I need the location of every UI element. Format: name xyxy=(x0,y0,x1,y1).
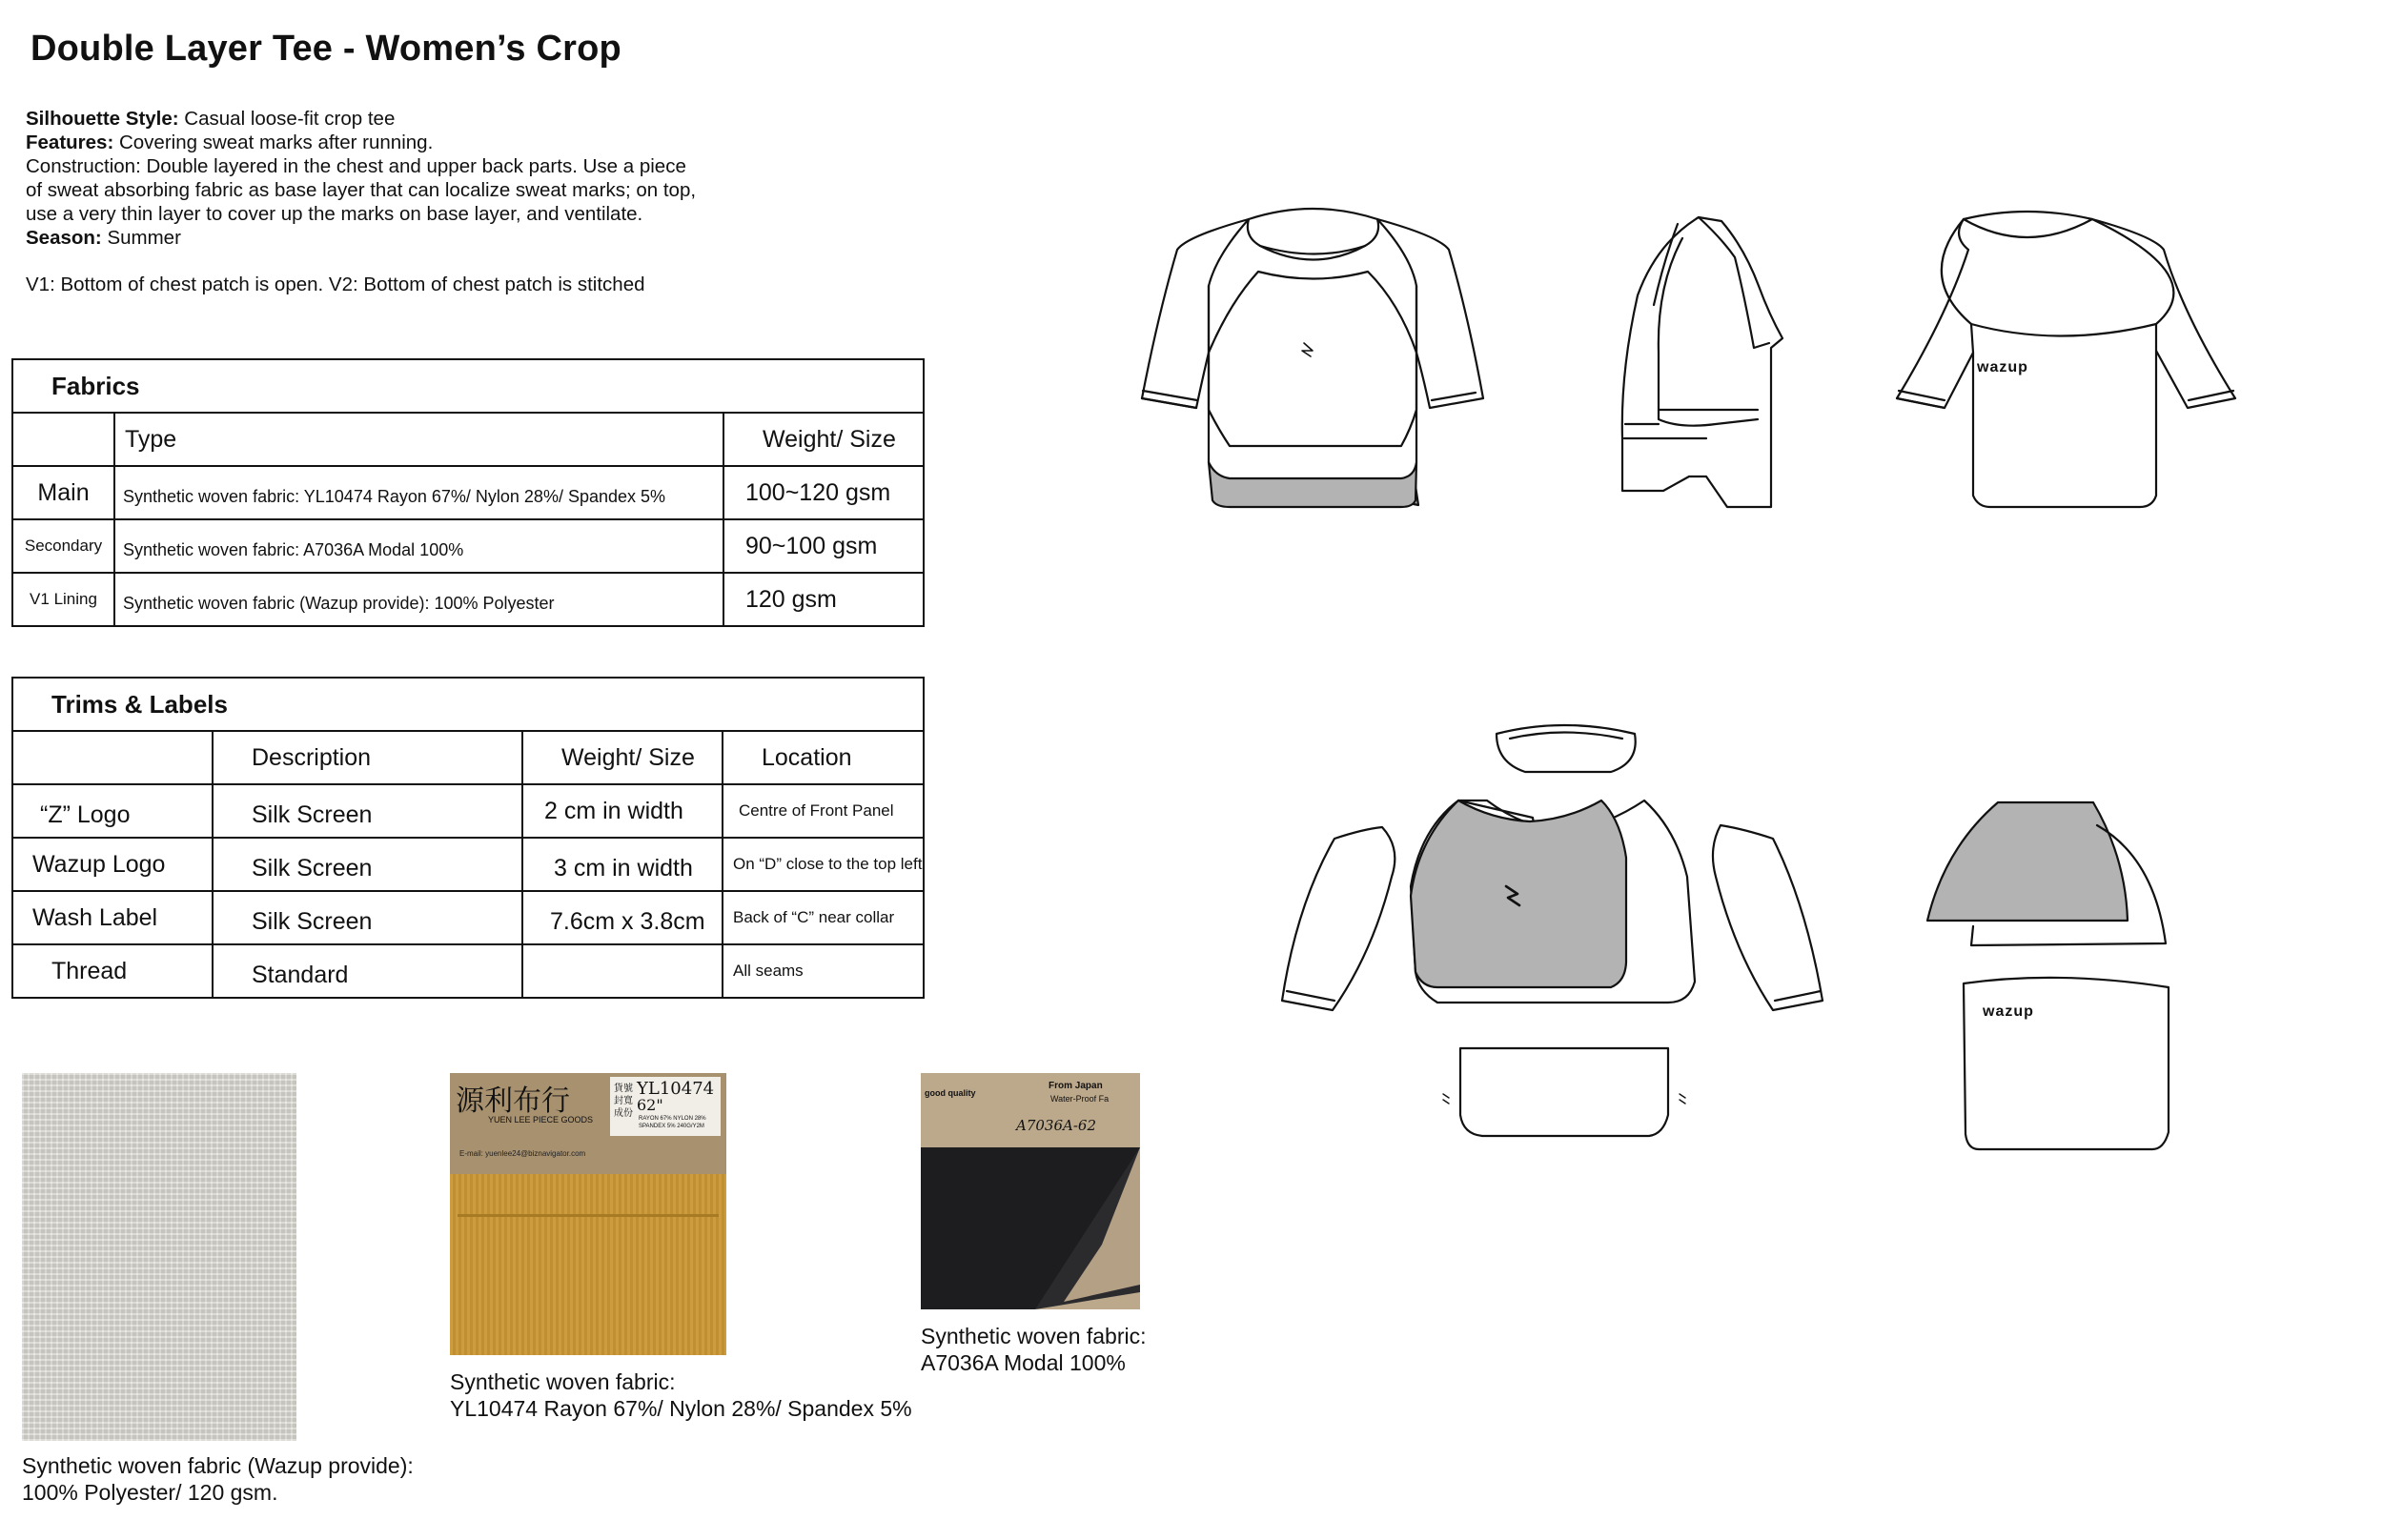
fabric-row-type: Synthetic woven fabric (Wazup provide): 100% Polyester xyxy=(114,573,723,626)
caption-line: 100% Polyester/ 120 gsm. xyxy=(22,1480,278,1505)
caption-line: Synthetic woven fabric (Wazup provide): xyxy=(22,1453,414,1478)
trim-row-location: On “D” close to the top left xyxy=(723,838,924,891)
table-row xyxy=(12,944,924,998)
spec-description xyxy=(26,107,731,296)
card-composition xyxy=(639,1115,706,1130)
fabric-row-type: Synthetic woven fabric: YL10474 Rayon 67%/ Nylon 28%/ Spandex 5% xyxy=(114,466,723,519)
trim-row-location: Back of “C” near collar xyxy=(723,891,924,944)
card-field: 貨號 xyxy=(614,1084,633,1094)
card-field: 成份 xyxy=(614,1108,633,1119)
table-row xyxy=(12,573,924,626)
card-company: YUEN LEE PIECE GOODS xyxy=(488,1115,594,1125)
card-field: 封寬 xyxy=(614,1096,633,1106)
table-row xyxy=(12,891,924,944)
card-brand: 源利布行 xyxy=(456,1084,570,1118)
card-email: E-mail: yuenlee24@biznavigator.com xyxy=(459,1149,586,1158)
trim-row-label: Wash Label xyxy=(12,891,213,944)
fabric-row-label: V1 Lining xyxy=(12,573,114,626)
silhouette-line xyxy=(26,107,731,131)
fabric-fold xyxy=(458,1214,719,1217)
version-notes: V1: Bottom of chest patch is open. V2: Bottom of chest patch is stitched xyxy=(26,274,645,295)
trims-heading: Trims & Labels xyxy=(12,678,924,731)
fabric-row-weight: 100~120 gsm xyxy=(723,466,924,519)
caption-line: YL10474 Rayon 67%/ Nylon 28%/ Spandex 5% xyxy=(450,1396,912,1421)
trim-row-description: Standard xyxy=(213,944,522,998)
season-value: Summer xyxy=(101,227,181,249)
season-line xyxy=(26,226,731,250)
trim-row-weight: 7.6cm x 3.8cm xyxy=(522,891,723,944)
trim-row-description: Silk Screen xyxy=(213,838,522,891)
trim-row-description: Silk Screen xyxy=(213,891,522,944)
trim-row-label: Wazup Logo xyxy=(12,838,213,891)
silhouette-value: Casual loose-fit crop tee xyxy=(178,108,396,130)
fabric-row-label: Secondary xyxy=(12,519,114,573)
fabric-row-label: Main xyxy=(12,466,114,519)
construction-line-3: use a very thin layer to cover up the marks on base layer, and ventilate. xyxy=(26,203,643,225)
card-comp-line: SPANDEX 5% 240G/Y2M xyxy=(639,1124,704,1129)
back-piece-brand-mark: wazup xyxy=(1983,1003,2034,1020)
exploded-pattern-pieces xyxy=(1282,725,2169,1149)
trim-row-label: “Z” Logo xyxy=(12,784,213,838)
features-line xyxy=(26,131,731,154)
trims-col-location: Location xyxy=(723,731,924,784)
trims-header-blank xyxy=(12,731,213,784)
trims-table xyxy=(11,677,925,999)
yl10474-swatch-card xyxy=(450,1073,726,1355)
silhouette-label: Silhouette Style: xyxy=(26,108,179,130)
fabric-row-weight: 120 gsm xyxy=(723,573,924,626)
polyester-swatch-caption xyxy=(22,1452,414,1506)
fabric-row-weight: 90~100 gsm xyxy=(723,519,924,573)
features-value: Covering sweat marks after running. xyxy=(113,132,434,153)
card-quality: good quality xyxy=(925,1088,976,1098)
features-label: Features: xyxy=(26,132,114,153)
season-label: Season: xyxy=(26,227,102,249)
card-code: A7036A-62 xyxy=(1016,1117,1096,1134)
back-view-sketch xyxy=(1897,212,2235,507)
yl10474-swatch-caption xyxy=(450,1368,912,1422)
fabrics-header-blank xyxy=(12,413,114,466)
fabrics-col-weight: Weight/ Size xyxy=(723,413,924,466)
card-width: 62" xyxy=(637,1096,663,1114)
trim-row-description: Silk Screen xyxy=(213,784,522,838)
fabrics-heading: Fabrics xyxy=(12,359,924,413)
table-row xyxy=(12,519,924,573)
a7036a-swatch-caption xyxy=(921,1323,1147,1376)
trim-row-weight: 3 cm in width xyxy=(522,838,723,891)
trims-col-weight: Weight/ Size xyxy=(522,731,723,784)
fabrics-col-type: Type xyxy=(114,413,723,466)
caption-line: Synthetic woven fabric: xyxy=(921,1324,1147,1348)
table-row xyxy=(12,784,924,838)
card-type: Water-Proof Fa xyxy=(1050,1094,1110,1104)
fabric-row-type: Synthetic woven fabric: A7036A Modal 100% xyxy=(114,519,723,573)
trim-row-location: All seams xyxy=(723,944,924,998)
garment-flat-sketches xyxy=(1125,191,2269,1182)
construction-line-2: of sweat absorbing fabric as base layer that can localize sweat marks; on top, xyxy=(26,179,697,201)
mustard-fabric xyxy=(450,1174,726,1355)
trim-row-weight xyxy=(522,944,723,998)
card-code: YL10474 xyxy=(637,1079,715,1099)
right-sleeve-piece xyxy=(1713,825,1823,1010)
fabrics-table xyxy=(11,358,925,627)
card-fields xyxy=(614,1083,633,1120)
card-label xyxy=(610,1077,721,1136)
caption-line: Synthetic woven fabric: xyxy=(450,1369,676,1394)
caption-line: A7036A Modal 100% xyxy=(921,1350,1126,1375)
front-view-sketch xyxy=(1142,209,1483,507)
polyester-swatch-image xyxy=(22,1073,296,1441)
trim-row-weight: 2 cm in width xyxy=(522,784,723,838)
side-view-sketch xyxy=(1622,217,1782,507)
trim-row-label: Thread xyxy=(12,944,213,998)
left-sleeve-piece xyxy=(1282,827,1395,1010)
construction-line-1: Construction: Double layered in the chest and upper back parts. Use a piece xyxy=(26,155,686,177)
hem-band-piece xyxy=(1460,1048,1668,1136)
table-row xyxy=(12,466,924,519)
card-comp-line: RAYON 67% NYLON 28% xyxy=(639,1116,706,1122)
trims-col-description: Description xyxy=(213,731,522,784)
back-brand-mark: wazup xyxy=(1977,359,2028,375)
black-fabric xyxy=(921,1073,1140,1309)
table-row xyxy=(12,838,924,891)
card-origin: From Japan xyxy=(1049,1081,1103,1091)
page-title: Double Layer Tee - Women’s Crop xyxy=(31,29,621,69)
a7036a-swatch-card xyxy=(921,1073,1140,1309)
trim-row-location: Centre of Front Panel xyxy=(723,784,924,838)
back-yoke-piece xyxy=(1927,802,2128,921)
